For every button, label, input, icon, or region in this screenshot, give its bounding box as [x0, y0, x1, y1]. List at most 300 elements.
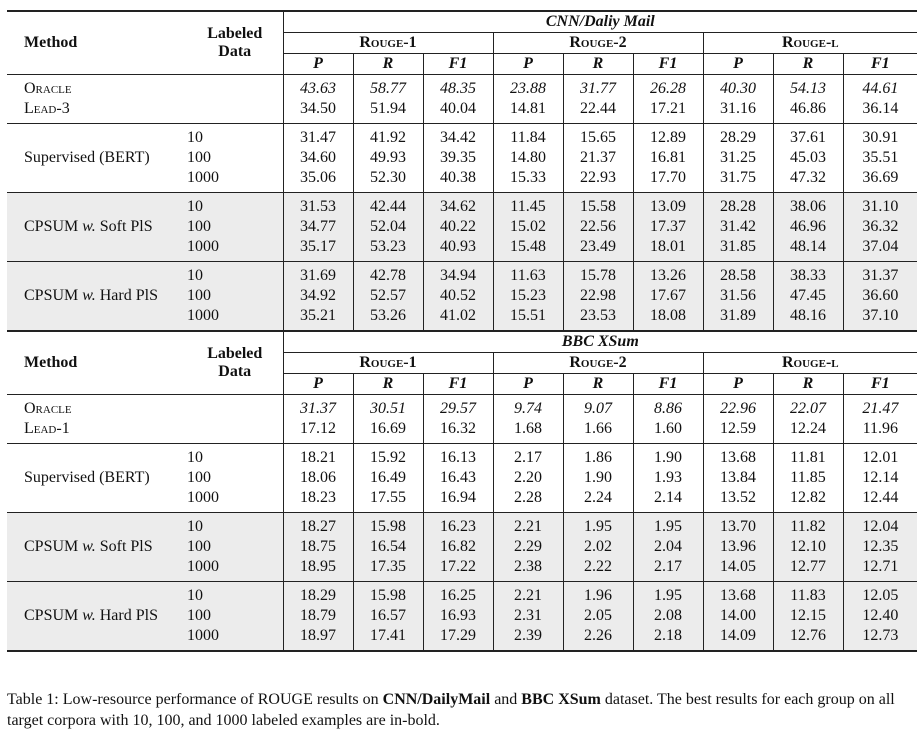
- score-cell: 46.86: [773, 99, 843, 119]
- header-group-1: [283, 33, 493, 54]
- caption-suffix: dataset. The best results for each group on all target corpora with 10, 100, and 1000 labeled examples are in-bold.: [7, 691, 895, 729]
- method-label: CPSUM w. Hard PlS: [7, 586, 187, 646]
- score-cell: 15.23: [493, 286, 563, 306]
- score-cell: 37.61: [773, 128, 843, 148]
- score-cell: 23.53: [563, 306, 633, 326]
- labeled-count: 1000: [187, 626, 283, 646]
- score-cell: 34.92: [283, 286, 353, 306]
- header-metric: F1: [633, 374, 703, 395]
- score-cell: 18.08: [633, 306, 703, 326]
- score-cell: 2.39: [493, 626, 563, 646]
- score-cell: 11.81: [773, 448, 843, 468]
- score-cell: 40.38: [423, 168, 493, 188]
- score-cell: 17.22: [423, 557, 493, 577]
- header-metric: R: [353, 374, 423, 395]
- score-cell: 2.21: [493, 517, 563, 537]
- score-cell: 14.00: [703, 606, 773, 626]
- score-cell: 13.84: [703, 468, 773, 488]
- header-metric: P: [493, 374, 563, 395]
- score-cell: 17.55: [353, 488, 423, 508]
- score-cell: 12.59: [703, 419, 773, 439]
- header-group-label: Rouge-2: [569, 354, 627, 371]
- score-cell: 26.28: [633, 79, 703, 99]
- score-cell: 18.95: [283, 557, 353, 577]
- score-cell: 17.35: [353, 557, 423, 577]
- score-cell: 22.96: [703, 399, 773, 419]
- score-cell: 34.77: [283, 217, 353, 237]
- labeled-count: 100: [187, 606, 283, 626]
- score-cell: 31.85: [703, 237, 773, 257]
- score-cell: 30.91: [843, 128, 917, 148]
- method-label: CPSUM w. Soft PlS: [7, 197, 187, 257]
- score-cell: 1.96: [563, 586, 633, 606]
- score-cell: 15.58: [563, 197, 633, 217]
- header-group-label: Rouge-l: [782, 354, 839, 371]
- score-cell: 16.23: [423, 517, 493, 537]
- score-cell: 2.18: [633, 626, 703, 646]
- score-cell: 12.73: [843, 626, 917, 646]
- score-cell: 13.09: [633, 197, 703, 217]
- score-cell: 13.68: [703, 586, 773, 606]
- header-metric: R: [353, 54, 423, 75]
- score-cell: 34.60: [283, 148, 353, 168]
- score-cell: 34.50: [283, 99, 353, 119]
- score-cell: 35.51: [843, 148, 917, 168]
- spacer-cell: [703, 646, 773, 651]
- labeled-count: 10: [187, 129, 203, 146]
- score-cell: 1.95: [633, 517, 703, 537]
- score-cell: 44.61: [843, 79, 917, 99]
- score-cell: 2.17: [633, 557, 703, 577]
- score-cell: 16.49: [353, 468, 423, 488]
- table-row: [7, 448, 917, 468]
- score-cell: 18.75: [283, 537, 353, 557]
- score-cell: 11.96: [843, 419, 917, 439]
- score-cell: 15.51: [493, 306, 563, 326]
- score-cell: 1.86: [563, 448, 633, 468]
- caption-mid: and: [490, 691, 522, 708]
- score-cell: 43.63: [283, 79, 353, 99]
- header-labeled-data: [187, 331, 283, 395]
- labeled-count: [187, 419, 283, 439]
- score-cell: 12.05: [843, 586, 917, 606]
- score-cell: 1.95: [633, 586, 703, 606]
- score-cell: 31.37: [283, 399, 353, 419]
- score-cell: 31.56: [703, 286, 773, 306]
- score-cell: 2.24: [563, 488, 633, 508]
- score-cell: 28.28: [703, 197, 773, 217]
- score-cell: 18.27: [283, 517, 353, 537]
- score-cell: 35.17: [283, 237, 353, 257]
- score-cell: 22.44: [563, 99, 633, 119]
- score-cell: 22.56: [563, 217, 633, 237]
- labeled-count: 100: [187, 286, 283, 306]
- score-cell: 13.70: [703, 517, 773, 537]
- labeled-count: 10: [187, 586, 283, 606]
- score-cell: 2.14: [633, 488, 703, 508]
- labeled-count: 100: [187, 469, 211, 486]
- score-cell: 42.78: [353, 266, 423, 286]
- score-cell: 40.30: [703, 79, 773, 99]
- score-cell: 18.01: [633, 237, 703, 257]
- header-group-label: Rouge-2: [569, 34, 627, 51]
- score-cell: 48.35: [423, 79, 493, 99]
- score-cell: 21.47: [843, 399, 917, 419]
- score-cell: 41.92: [353, 128, 423, 148]
- score-cell: 2.38: [493, 557, 563, 577]
- score-cell: 22.93: [563, 168, 633, 188]
- labeled-count: 1000: [187, 237, 283, 257]
- labeled-count: 100: [187, 537, 283, 557]
- header-metric: P: [703, 374, 773, 395]
- header-group-label: Rouge-l: [782, 34, 839, 51]
- score-cell: 31.53: [283, 197, 353, 217]
- header-metric: F1: [423, 54, 493, 75]
- spacer-cell: [773, 646, 843, 651]
- score-cell: 15.98: [353, 517, 423, 537]
- score-cell: 2.26: [563, 626, 633, 646]
- method-label: CPSUM w. Hard PlS: [7, 266, 187, 326]
- score-cell: 11.82: [773, 517, 843, 537]
- score-cell: 23.88: [493, 79, 563, 99]
- score-cell: 21.37: [563, 148, 633, 168]
- header-metric: F1: [633, 54, 703, 75]
- score-cell: 18.97: [283, 626, 353, 646]
- score-cell: 13.26: [633, 266, 703, 286]
- score-cell: 2.05: [563, 606, 633, 626]
- score-cell: 17.70: [633, 168, 703, 188]
- score-cell: 1.90: [633, 448, 703, 468]
- score-cell: 1.60: [633, 419, 703, 439]
- score-cell: 40.52: [423, 286, 493, 306]
- score-cell: 11.85: [773, 468, 843, 488]
- spacer-cell: [493, 646, 563, 651]
- score-cell: 11.45: [493, 197, 563, 217]
- score-cell: 16.94: [423, 488, 493, 508]
- header-metric: F1: [843, 54, 917, 75]
- score-cell: 36.60: [843, 286, 917, 306]
- header-method: Method: [7, 11, 187, 75]
- score-cell: 17.21: [633, 99, 703, 119]
- score-cell: 52.04: [353, 217, 423, 237]
- labeled-count: 100: [187, 217, 283, 237]
- method-label: Supervised (BERT): [24, 469, 150, 486]
- score-cell: 12.82: [773, 488, 843, 508]
- table-row: [7, 128, 917, 148]
- caption-dataset-1: CNN/DailyMail: [382, 691, 491, 708]
- spacer-row: [7, 646, 917, 651]
- score-cell: 2.20: [493, 468, 563, 488]
- score-cell: 12.89: [633, 128, 703, 148]
- score-cell: 36.14: [843, 99, 917, 119]
- score-cell: 12.15: [773, 606, 843, 626]
- score-cell: 35.21: [283, 306, 353, 326]
- score-cell: 52.57: [353, 286, 423, 306]
- score-cell: 2.08: [633, 606, 703, 626]
- header-row-dataset: [7, 331, 917, 353]
- score-cell: 53.23: [353, 237, 423, 257]
- header-group-1: [283, 353, 493, 374]
- table-row: [7, 586, 917, 606]
- score-cell: 2.04: [633, 537, 703, 557]
- score-cell: 12.35: [843, 537, 917, 557]
- table-row: [7, 517, 917, 537]
- score-cell: 41.02: [423, 306, 493, 326]
- score-cell: 47.32: [773, 168, 843, 188]
- score-cell: 16.25: [423, 586, 493, 606]
- score-cell: 18.23: [283, 488, 353, 508]
- results-table-container: [7, 10, 917, 652]
- score-cell: 31.37: [843, 266, 917, 286]
- method-label: [7, 99, 187, 119]
- header-metric: P: [283, 374, 353, 395]
- score-cell: 12.77: [773, 557, 843, 577]
- score-cell: 12.24: [773, 419, 843, 439]
- score-cell: 31.16: [703, 99, 773, 119]
- score-cell: 45.03: [773, 148, 843, 168]
- score-cell: 2.31: [493, 606, 563, 626]
- score-cell: 2.29: [493, 537, 563, 557]
- score-cell: 13.96: [703, 537, 773, 557]
- score-cell: 15.78: [563, 266, 633, 286]
- score-cell: 40.93: [423, 237, 493, 257]
- score-cell: 16.43: [423, 468, 493, 488]
- table-row: [7, 197, 917, 217]
- score-cell: 15.98: [353, 586, 423, 606]
- score-cell: 31.77: [563, 79, 633, 99]
- labeled-count: [187, 99, 283, 119]
- score-cell: 40.04: [423, 99, 493, 119]
- score-cell: 11.84: [493, 128, 563, 148]
- header-group-label: Rouge-1: [359, 354, 417, 371]
- labeled-count: 10: [187, 197, 283, 217]
- results-table: [7, 10, 917, 652]
- score-cell: 13.68: [703, 448, 773, 468]
- score-cell: 13.52: [703, 488, 773, 508]
- score-cell: 31.47: [283, 128, 353, 148]
- labeled-count: 1000: [187, 489, 219, 506]
- labeled-count: 100: [187, 149, 211, 166]
- score-cell: 16.81: [633, 148, 703, 168]
- score-cell: 15.65: [563, 128, 633, 148]
- dataset-title: BBC XSum: [283, 331, 917, 353]
- score-cell: 11.63: [493, 266, 563, 286]
- score-cell: 58.77: [353, 79, 423, 99]
- score-cell: 54.13: [773, 79, 843, 99]
- score-cell: 12.04: [843, 517, 917, 537]
- method-label: CPSUM w. Soft PlS: [7, 517, 187, 577]
- score-cell: 35.06: [283, 168, 353, 188]
- score-cell: 49.93: [353, 148, 423, 168]
- score-cell: 12.01: [843, 448, 917, 468]
- labeled-count: [187, 399, 283, 419]
- score-cell: 14.80: [493, 148, 563, 168]
- score-cell: 1.90: [563, 468, 633, 488]
- header-metric: P: [703, 54, 773, 75]
- score-cell: 34.94: [423, 266, 493, 286]
- score-cell: 31.25: [703, 148, 773, 168]
- header-row-dataset: [7, 11, 917, 33]
- table-row: [7, 399, 917, 419]
- score-cell: 1.93: [633, 468, 703, 488]
- spacer-cell: [7, 646, 187, 651]
- table-row: [7, 419, 917, 439]
- score-cell: 29.57: [423, 399, 493, 419]
- score-cell: 18.79: [283, 606, 353, 626]
- table-row: [7, 266, 917, 286]
- header-labeled-line-2: Data: [218, 43, 252, 60]
- method-name: Lead-3: [24, 100, 70, 117]
- score-cell: 17.67: [633, 286, 703, 306]
- score-cell: 12.44: [843, 488, 917, 508]
- score-cell: 15.92: [353, 448, 423, 468]
- score-cell: 17.29: [423, 626, 493, 646]
- score-cell: 42.44: [353, 197, 423, 217]
- score-cell: 30.51: [353, 399, 423, 419]
- method-label: [7, 399, 187, 419]
- score-cell: 2.17: [493, 448, 563, 468]
- header-metric: F1: [423, 374, 493, 395]
- score-cell: 28.29: [703, 128, 773, 148]
- header-labeled-line-2: Data: [218, 363, 252, 380]
- score-cell: 23.49: [563, 237, 633, 257]
- score-cell: 18.06: [283, 468, 353, 488]
- score-cell: 14.81: [493, 99, 563, 119]
- score-cell: 48.16: [773, 306, 843, 326]
- score-cell: 17.41: [353, 626, 423, 646]
- header-metric: P: [283, 54, 353, 75]
- score-cell: 16.13: [423, 448, 493, 468]
- score-cell: 9.07: [563, 399, 633, 419]
- score-cell: 16.93: [423, 606, 493, 626]
- labeled-count: 1000: [187, 557, 283, 577]
- score-cell: 12.71: [843, 557, 917, 577]
- table-row: [7, 99, 917, 119]
- header-labeled-line-1: Labeled: [207, 345, 263, 362]
- spacer-cell: [187, 646, 283, 651]
- caption-prefix: Table 1: Low-resource performance of ROUGE results on: [7, 691, 383, 708]
- header-group-2: [493, 33, 703, 54]
- score-cell: 11.83: [773, 586, 843, 606]
- table-row: [7, 79, 917, 99]
- score-cell: 53.26: [353, 306, 423, 326]
- score-cell: 12.14: [843, 468, 917, 488]
- score-cell: 39.35: [423, 148, 493, 168]
- header-method: Method: [7, 331, 187, 395]
- score-cell: 16.54: [353, 537, 423, 557]
- labeled-count: [187, 79, 283, 99]
- header-metric: F1: [843, 374, 917, 395]
- header-metric: R: [773, 374, 843, 395]
- score-cell: 12.40: [843, 606, 917, 626]
- header-metric: P: [493, 54, 563, 75]
- spacer-cell: [563, 646, 633, 651]
- score-cell: 22.98: [563, 286, 633, 306]
- score-cell: 16.32: [423, 419, 493, 439]
- score-cell: 37.04: [843, 237, 917, 257]
- score-cell: 16.82: [423, 537, 493, 557]
- score-cell: 14.05: [703, 557, 773, 577]
- spacer-cell: [633, 646, 703, 651]
- header-group-3: [703, 353, 917, 374]
- score-cell: 2.22: [563, 557, 633, 577]
- score-cell: 31.75: [703, 168, 773, 188]
- header-labeled-data: [187, 11, 283, 75]
- dataset-title: CNN/Daliy Mail: [283, 11, 917, 33]
- score-cell: 18.21: [283, 448, 353, 468]
- score-cell: 1.95: [563, 517, 633, 537]
- score-cell: 18.29: [283, 586, 353, 606]
- score-cell: 2.02: [563, 537, 633, 557]
- method-label: Supervised (BERT): [24, 149, 150, 166]
- spacer-cell: [423, 646, 493, 651]
- score-cell: 31.69: [283, 266, 353, 286]
- header-group-label: Rouge-1: [359, 34, 417, 51]
- score-cell: 15.48: [493, 237, 563, 257]
- labeled-count: 10: [187, 517, 283, 537]
- score-cell: 47.45: [773, 286, 843, 306]
- score-cell: 16.57: [353, 606, 423, 626]
- method-name: Oracle: [24, 400, 72, 417]
- score-cell: 48.14: [773, 237, 843, 257]
- score-cell: 15.33: [493, 168, 563, 188]
- score-cell: 8.86: [633, 399, 703, 419]
- header-group-3: [703, 33, 917, 54]
- table-caption: [7, 689, 917, 731]
- method-name: Oracle: [24, 80, 72, 97]
- header-group-2: [493, 353, 703, 374]
- score-cell: 31.10: [843, 197, 917, 217]
- score-cell: 17.12: [283, 419, 353, 439]
- method-name: Lead-1: [24, 420, 70, 437]
- score-cell: 15.02: [493, 217, 563, 237]
- score-cell: 51.94: [353, 99, 423, 119]
- score-cell: 37.10: [843, 306, 917, 326]
- score-cell: 34.62: [423, 197, 493, 217]
- spacer-cell: [843, 646, 917, 651]
- labeled-count: 1000: [187, 169, 219, 186]
- score-cell: 38.06: [773, 197, 843, 217]
- labeled-count: 1000: [187, 306, 283, 326]
- score-cell: 1.68: [493, 419, 563, 439]
- method-label: [7, 419, 187, 439]
- score-cell: 16.69: [353, 419, 423, 439]
- score-cell: 46.96: [773, 217, 843, 237]
- spacer-cell: [283, 646, 353, 651]
- score-cell: 36.32: [843, 217, 917, 237]
- score-cell: 22.07: [773, 399, 843, 419]
- spacer-cell: [353, 646, 423, 651]
- score-cell: 31.89: [703, 306, 773, 326]
- labeled-count: 10: [187, 266, 283, 286]
- header-metric: R: [773, 54, 843, 75]
- score-cell: 36.69: [843, 168, 917, 188]
- score-cell: 17.37: [633, 217, 703, 237]
- caption-dataset-2: BBC XSum: [521, 691, 601, 708]
- score-cell: 28.58: [703, 266, 773, 286]
- score-cell: 12.76: [773, 626, 843, 646]
- score-cell: 34.42: [423, 128, 493, 148]
- score-cell: 12.10: [773, 537, 843, 557]
- score-cell: 14.09: [703, 626, 773, 646]
- score-cell: 40.22: [423, 217, 493, 237]
- score-cell: 2.28: [493, 488, 563, 508]
- score-cell: 52.30: [353, 168, 423, 188]
- header-labeled-line-1: Labeled: [207, 25, 263, 42]
- method-label: [7, 79, 187, 99]
- score-cell: 1.66: [563, 419, 633, 439]
- header-metric: R: [563, 54, 633, 75]
